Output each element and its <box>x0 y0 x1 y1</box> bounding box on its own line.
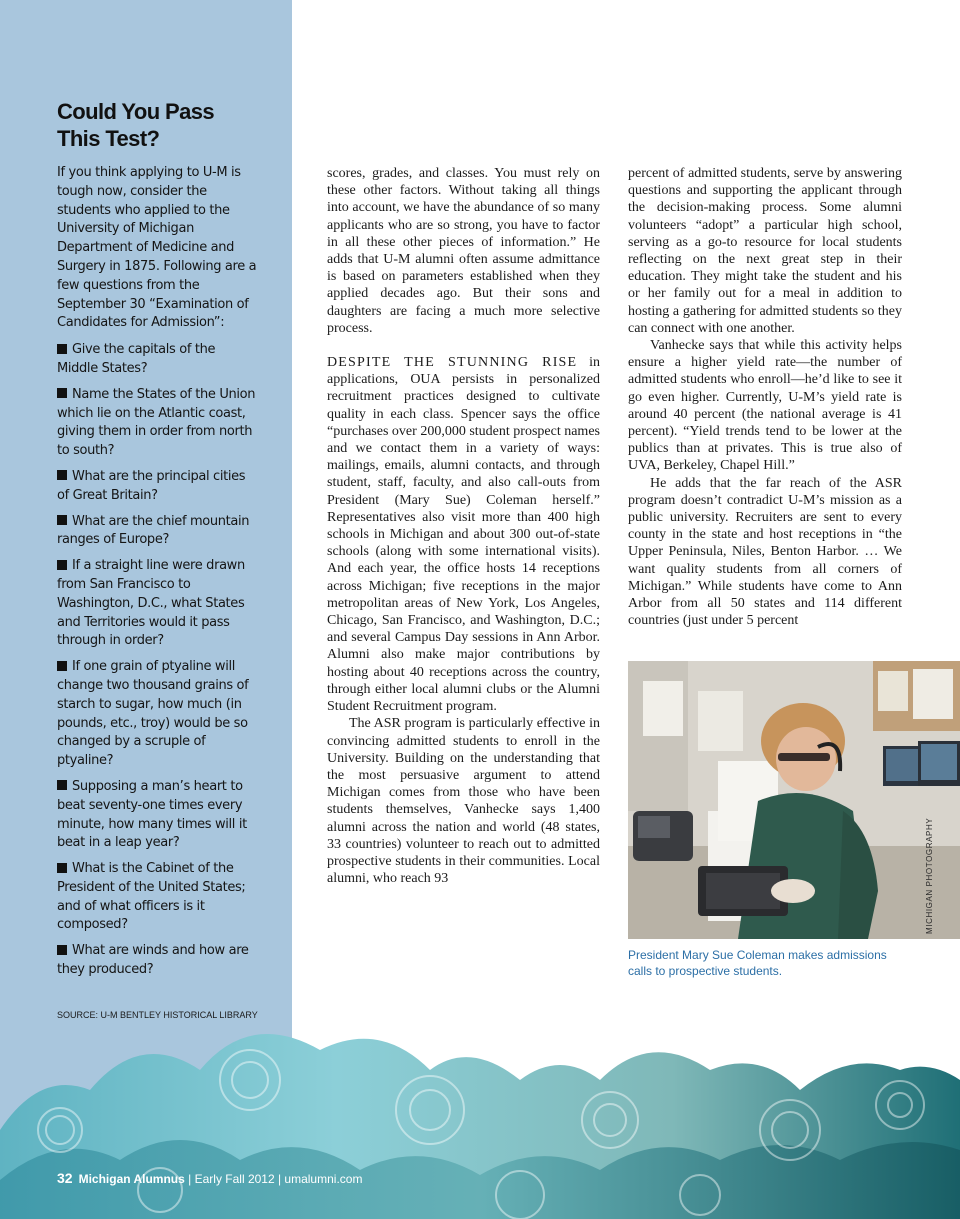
article-paragraph: He adds that the far reach of the ASR program doesn’t contradict U-M’s mission as a public university. Recruiters are sent to every county in the state and host receptions in “the Upper Peninsula, Niles, Benton Harbor. … We want quality students from all corners of Michigan.” While students have come to Ann Arbor from all 50 states and 114 different countries (just under 5 percent <box>628 475 902 629</box>
decorative-waves <box>0 1010 960 1219</box>
article-paragraph-text: in applications, OUA persists in personalized recruitment practices designed to cultivate quality in each class. Spencer says the office “purchases over 200,000 student prospect names and we contact them in a variety of ways: mailings, emails, alumni contacts, and through student, staff, faculty, and also call-outs from President (Mary Sue) Coleman herself.” Representatives also visit more than 400 high schools in Michigan and about 300 out-of-state schools (along with some international visits). And each year, the office hosts 14 receptions across Michigan; five receptions in the major metropolitan areas of New York, Los Angeles, Chicago, San Francisco, and Washington, D.C.; and several Campus Day sessions in Ann Arbor. Alumni also make major contributions by hosting about 40 receptions across the country, through either local alumni clubs or the Alumni Student Recruitment program. <box>327 355 600 715</box>
question-item <box>57 557 257 651</box>
question-text: What are the principal cities of Great Britain? <box>57 468 246 503</box>
article-paragraph: Vanhecke says that while this activity helps ensure a higher yield rate—the number of admitted students who enroll—he’d like to see it go even higher. Currently, U-M’s yield rate is around 40 percent (the national average is 41 percent). “Yield trends tend to be lower at the publics than at privates. This is true also of UVA, Berkeley, Chapel Hill.” <box>628 338 902 474</box>
sidebar-body <box>57 164 257 987</box>
square-bullet-icon <box>57 863 67 873</box>
article-paragraph: The ASR program is particularly effective in convincing admitted students to enroll in the University. Building on the understanding that the most persuasive argument to attend Michigan comes from those who have been students themselves, Vanhecke says 1,400 alumni across the nation and world (48 states, 33 countries) volunteer to reach out to admitted prospective students in their communities. Local alumni, who reach 93 <box>327 716 600 887</box>
question-text: What are winds and how are they produced? <box>57 943 249 978</box>
square-bullet-icon <box>57 470 67 480</box>
section-lead-in: DESPITE THE STUNNING RISE <box>327 355 578 371</box>
article-column-1 <box>327 165 600 887</box>
square-bullet-icon <box>57 560 67 570</box>
sidebar-title <box>57 98 277 152</box>
article-paragraph: scores, grades, and classes. You must rely on these other factors. Without taking all things into account, we have the abundance of so many applicants who are so strong, you have to factor in all these other pieces of information.” He adds that U-M alumni often assume admittance is based on parameters established when they applied decades ago. But their sons and daughters are facing a much more selective process. <box>327 166 600 336</box>
sidebar-intro: If you think applying to U-M is tough now, consider the students who applied to the University of Michigan Department of Medicine and Surgery in 1875. Following are a few questions from the September 30 “Examination of Candidates for Admission”: <box>57 165 257 331</box>
question-item <box>57 860 257 935</box>
square-bullet-icon <box>57 344 67 354</box>
question-item <box>57 386 257 461</box>
article-photo <box>628 661 960 939</box>
article-paragraph-section-start <box>327 354 600 715</box>
question-list <box>57 341 257 980</box>
question-text: Supposing a man’s heart to beat seventy-one times every minute, how many times will it beat in a leap year? <box>57 778 247 851</box>
question-text: Name the States of the Union which lie on the Atlantic coast, giving them in order from north to south? <box>57 386 256 459</box>
article-column-2 <box>628 165 902 629</box>
question-item <box>57 513 257 551</box>
sidebar-source: SOURCE: U-M BENTLEY HISTORICAL LIBRARY <box>57 1010 258 1020</box>
question-item <box>57 778 257 853</box>
photo-credit: MICHIGAN PHOTOGRAPHY <box>925 817 934 934</box>
magazine-name: Michigan Alumnus <box>78 1172 185 1186</box>
office-photo-illustration <box>628 661 960 939</box>
square-bullet-icon <box>57 945 67 955</box>
sidebar-title-line-2: This Test? <box>57 126 160 151</box>
question-item <box>57 658 257 771</box>
square-bullet-icon <box>57 661 67 671</box>
question-item <box>57 942 257 980</box>
question-text: What are the chief mountain ranges of Europe? <box>57 513 250 548</box>
square-bullet-icon <box>57 388 67 398</box>
question-text: If one grain of ptyaline will change two thousand grains of starch to sugar, how much (in pounds, etc., troy) would be so changed by a scruple of ptyaline? <box>57 659 249 769</box>
question-text: Give the capitals of the Middle States? <box>57 342 216 376</box>
page-number: 32 <box>57 1170 73 1186</box>
page-footer <box>57 1170 362 1186</box>
photo-caption: President Mary Sue Coleman makes admissions calls to prospective students. <box>628 948 887 978</box>
question-text: If a straight line were drawn from San Francisco to Washington, D.C., what States and Territories would it pass through in order? <box>57 558 245 649</box>
question-item <box>57 341 257 379</box>
issue-info: | Early Fall 2012 | umalumni.com <box>184 1172 363 1186</box>
article-paragraph: percent of admitted students, serve by answering questions and supporting the applicant through the decision-making process. Some alumni volunteers “adopt” a particular high school, serving as a go-to resource for local students reflecting on the next great step in their education. They might take the student and his or her family out for a meal in addition to hosting a gathering for admitted students so they can connect with one another. <box>628 166 902 336</box>
square-bullet-icon <box>57 515 67 525</box>
sidebar-title-line-1: Could You Pass <box>57 99 215 124</box>
square-bullet-icon <box>57 780 67 790</box>
question-text: What is the Cabinet of the President of the United States; and of what officers is it composed? <box>57 861 246 933</box>
question-item <box>57 468 257 506</box>
